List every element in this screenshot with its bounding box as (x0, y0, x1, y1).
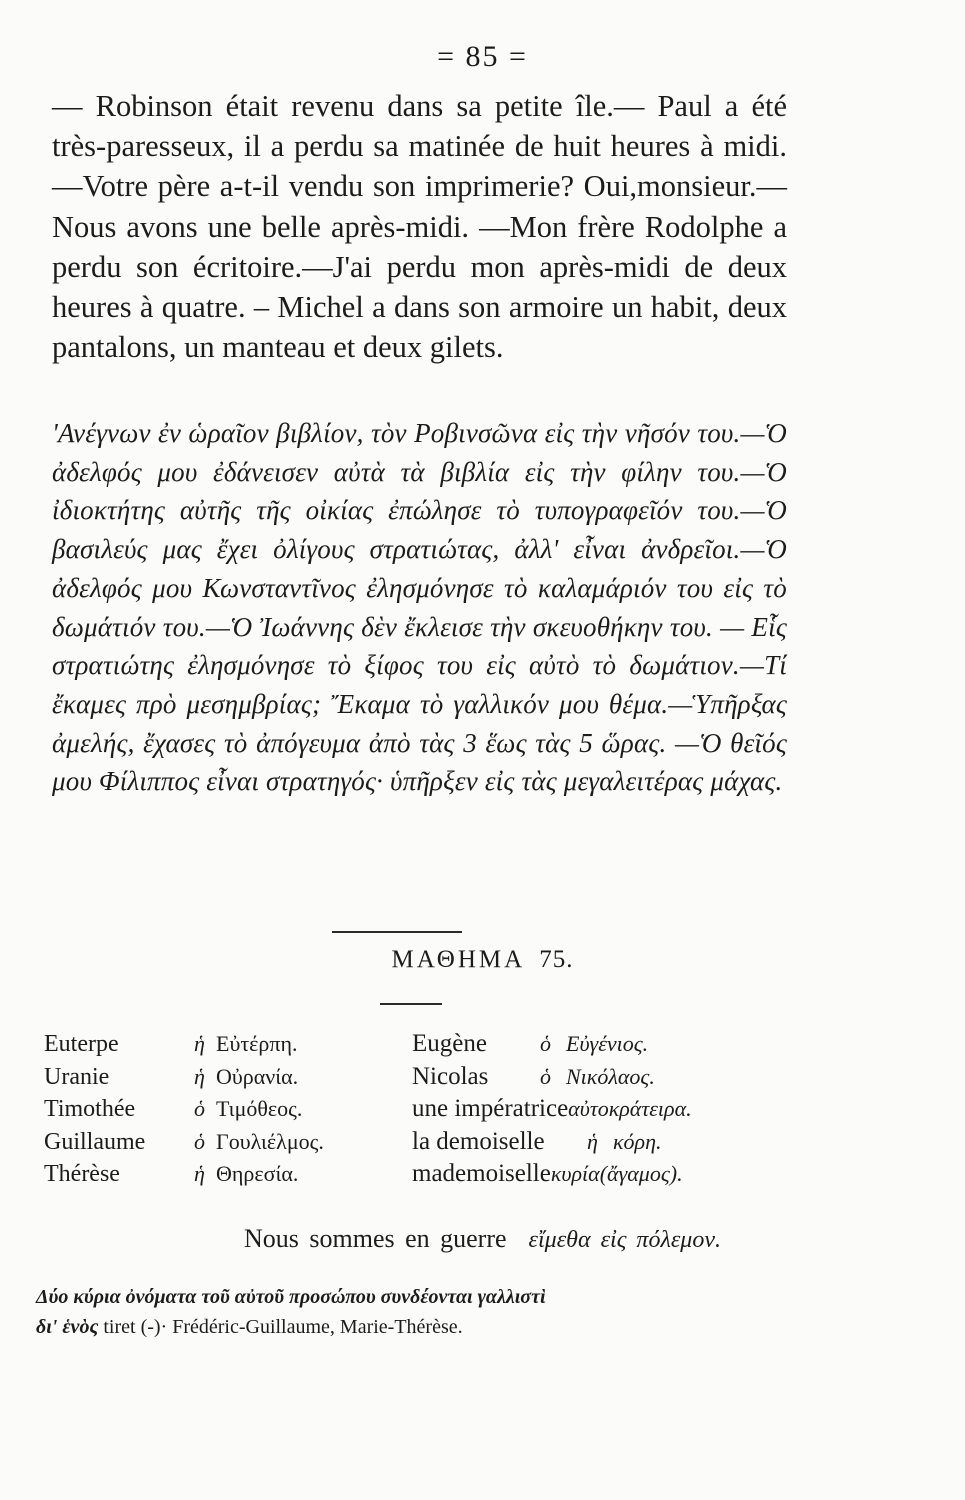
vocab-row (44, 1030, 794, 1063)
vocab-row (44, 1128, 794, 1161)
vocab-greek-article: ὁ (194, 1096, 205, 1121)
vocab-greek-name-2: Νικόλαος. (566, 1063, 655, 1089)
vocab-greek-article-2: ὁ (540, 1031, 551, 1056)
example-sentence (0, 1224, 965, 1254)
vocab-french-name: Thérèse (44, 1161, 120, 1187)
example-sentence-greek: εἴμεθα εἰς πόλεμον. (528, 1227, 721, 1253)
footnote-line-1: Δύο κύρια ὀνόματα τοῦ αὐτοῦ προσώπου συνδέονται γαλλιστὶ (36, 1286, 546, 1308)
vocab-greek-article: ἡ (194, 1161, 205, 1186)
lesson-number: 75. (539, 946, 574, 973)
vocab-greek-name-2: Εὐγένιος. (566, 1031, 649, 1056)
vocab-greek-article-2: ὁ (540, 1063, 551, 1089)
vocab-french-name: Timothée (44, 1096, 136, 1122)
vocab-greek-article-2: ἡ (587, 1128, 598, 1154)
example-sentence-french: Nous sommes en guerre (243, 1224, 507, 1253)
footnote-line-2-french: tiret (-)· Frédéric-Guillaume, Marie-Thérèse. (103, 1316, 463, 1338)
vocab-greek-name: Τιμόθεος. (216, 1096, 303, 1121)
lesson-heading (0, 946, 965, 974)
greek-exercise-paragraph: 'Ανέγνων ἐν ὡραῖον βιβλίον, τὸν Ροβινσῶνα εἰς τὴν νῆσόν του.—Ὁ ἀδελφός μου ἐδάνεισεν αὐτὰ τὰ βιβλία εἰς τὴν φίλην του.—Ὁ ἰδιοκτήτης αὐτῆς τῆς οἰκίας ἐπώλησε τὸ τυπογραφεῖόν του.—Ὁ βασιλεύς μας ἔχει ὀλίγους στρατιώτας, ἀλλ' εἶναι ἀνδρεῖοι.—Ὁ ἀδελφός μου Κωνσταντῖνος ἐλησμόνησε τὸ καλαμάριόν του εἰς τὸ δωμάτιόν του.—Ὁ Ἰωάννης δὲν ἔκλεισε τὴν σκευοθήκην του. — Εἷς στρατιώτης ἐλησμόνησε τὸ ξίφος του εἰς αὐτὸ τὸ δωμάτιον.—Τί ἔκαμες πρὸ μεσημβρίας; Ἔκαμα τὸ γαλλικόν μου θέμα.—Ὑπῆρξας ἀμελής, ἔχασες τὸ ἀπόγευμα ἀπὸ τὰς 3 ἕως τὰς 5 ὥρας. —Ὁ θεῖός μου Φίλιππος εἶναι στρατηγός· ὑπῆρξεν εἰς τὰς μεγαλειτέρας μάχας. (52, 418, 787, 797)
footnote-line-2-greek: δι' ἑνὸς (36, 1316, 99, 1338)
vocab-greek-article: ἡ (194, 1063, 205, 1089)
vocab-french-name-2: une impératrice (412, 1095, 569, 1122)
vocab-french-name-2: la demoiselle (412, 1127, 545, 1155)
vocab-row (44, 1095, 794, 1128)
vocab-greek-name-2: αὐτοκράτειρα. (568, 1096, 692, 1121)
vocab-greek-name: Θηρεσία. (216, 1161, 299, 1186)
vocab-french-name: Guillaume (44, 1128, 146, 1155)
vocab-greek-article: ἡ (194, 1031, 205, 1056)
vocab-french-name: Euterpe (44, 1031, 119, 1057)
vocab-french-name-2: Nicolas (412, 1062, 489, 1090)
vocab-greek-article: ὁ (194, 1128, 205, 1154)
section-divider-bottom (380, 1003, 442, 1005)
vocab-row (44, 1063, 794, 1096)
vocab-greek-name: Εὐτέρπη. (216, 1031, 298, 1056)
vocab-french-name-2: Eugène (412, 1030, 487, 1057)
vocab-french-name: Uranie (44, 1063, 110, 1090)
vocab-greek-name: Γουλιέλμος. (216, 1128, 324, 1154)
vocab-greek-name-2: κυρία(ἄγαμος). (550, 1161, 683, 1186)
section-divider-top (332, 931, 462, 933)
french-exercise-paragraph: — Robinson était revenu dans sa petite île.— Paul a été très-paresseux, il a perdu sa matinée de huit heures à midi.—Votre père a-t-il vendu son imprimerie? Oui,monsieur.—Nous avons une belle après-midi. —Mon frère Rodolphe a perdu son écritoire.—J'ai perdu mon après-midi de deux heures à quatre. – Michel a dans son armoire un habit, deux pantalons, un manteau et deux gilets. (52, 89, 787, 365)
vocab-greek-name: Οὐρανία. (216, 1063, 299, 1089)
lesson-label: ΜΑΘΗΜΑ (391, 946, 526, 973)
page-number: = 85 = (437, 40, 528, 73)
footnote (36, 1282, 786, 1342)
footnote-line-2 (36, 1312, 786, 1342)
vocabulary-list (44, 1030, 794, 1193)
vocab-row (44, 1160, 794, 1193)
vocab-greek-name-2: κόρη. (613, 1128, 662, 1154)
vocab-french-name-2: mademoiselle (412, 1160, 551, 1187)
